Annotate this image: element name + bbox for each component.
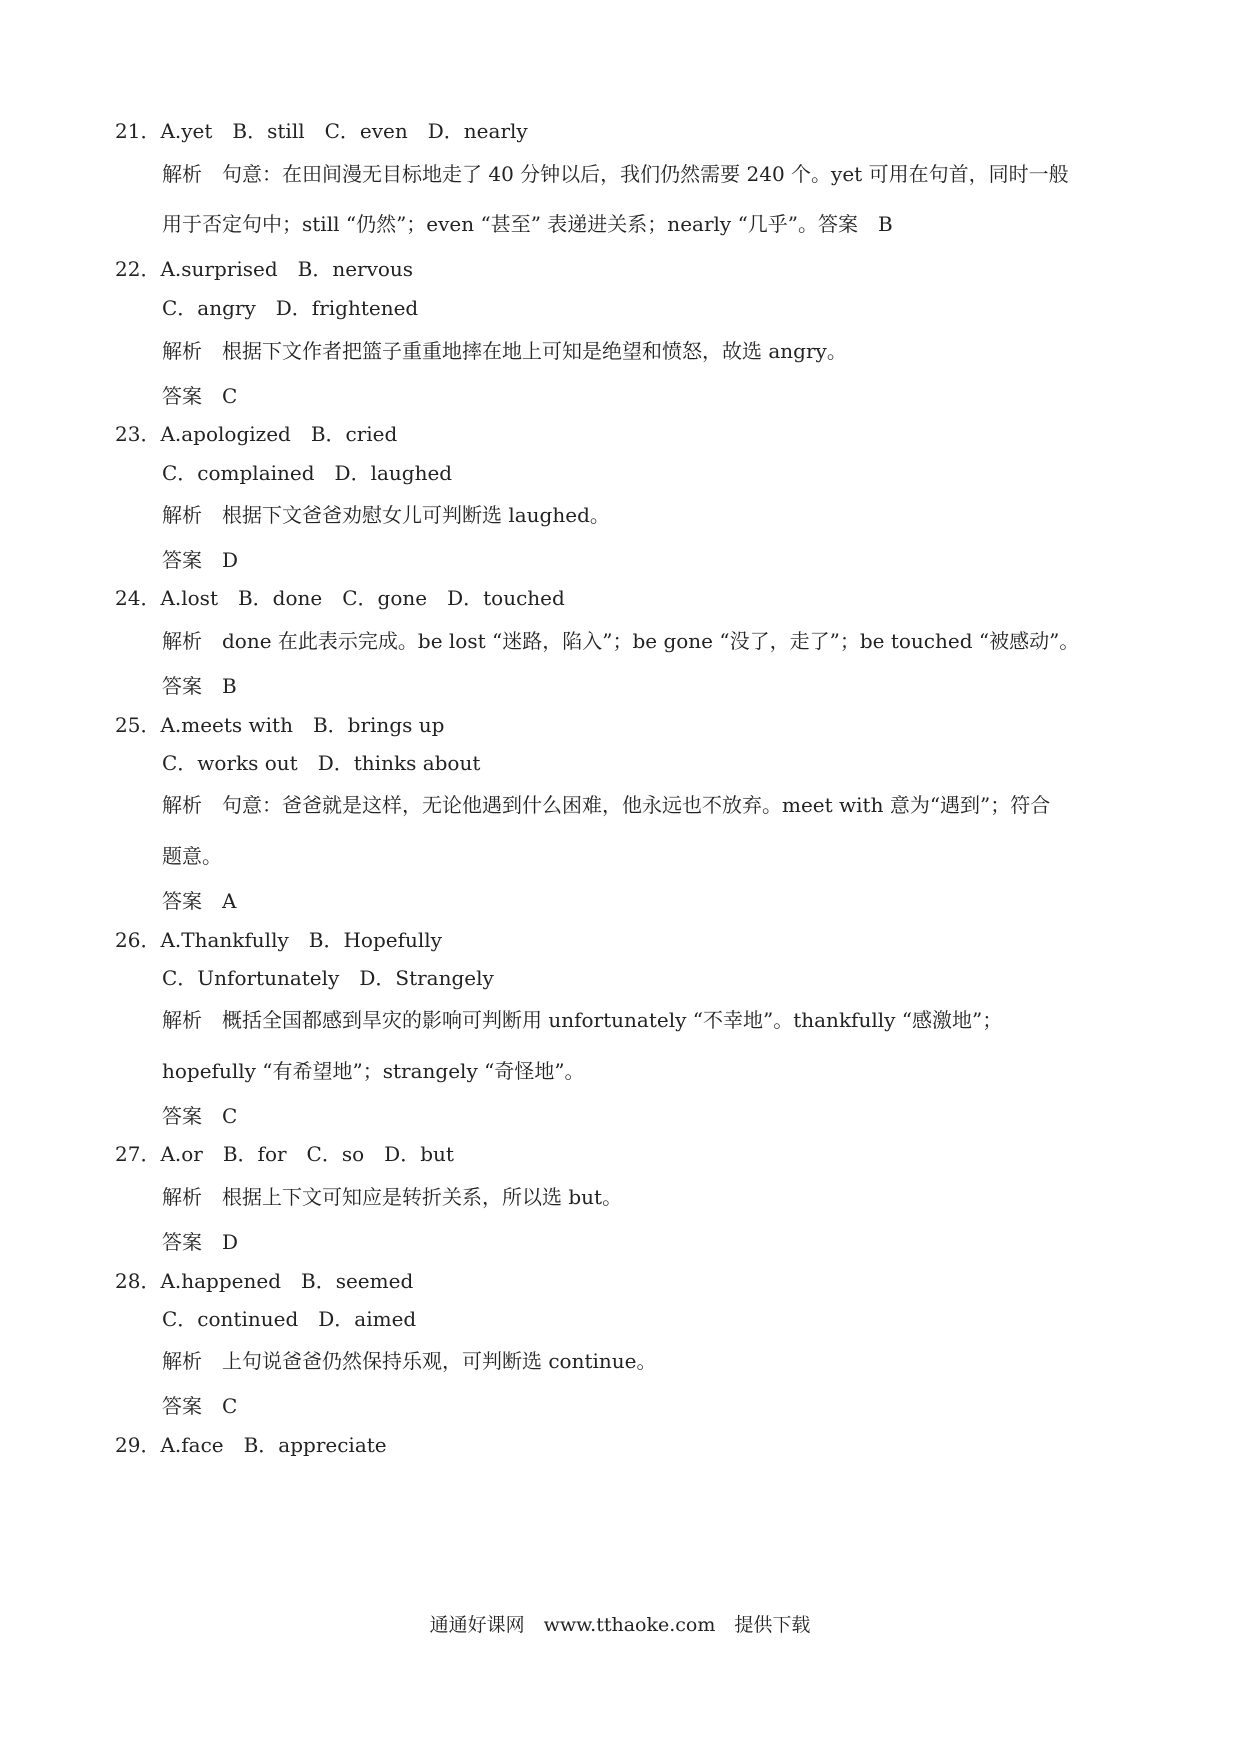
question-27-analysis: 解析 根据上下文可知应是转折关系，所以选 but。: [162, 1185, 623, 1209]
question-29-options: 29．A.face B．appreciate: [115, 1433, 387, 1457]
question-27-options: 27．A.or B．for C．so D．but: [115, 1142, 454, 1166]
question-21-analysis: 解析 句意：在田间漫无目标地走了 40 分钟以后，我们仍然需要 240 个。yet 可用在句首，同时一般: [162, 162, 1069, 186]
question-26-options-cont: C．Unfortunately D．Strangely: [162, 966, 494, 990]
question-23-options-cont: C．complained D．laughed: [162, 461, 453, 485]
question-26-answer: 答案 C: [162, 1104, 238, 1128]
question-26-analysis: 解析 概括全国都感到旱灾的影响可判断用 unfortunately “不幸地”。thankfully “感激地”；: [162, 1008, 1003, 1032]
question-28-analysis: 解析 上句说爸爸仍然保持乐观，可判断选 continue。: [162, 1349, 657, 1373]
question-23-options: 23．A.apologized B．cried: [115, 422, 398, 446]
question-26-analysis-cont: hopefully “有希望地”；strangely “奇怪地”。: [162, 1059, 585, 1083]
question-26-options: 26．A.Thankfully B．Hopefully: [115, 928, 442, 952]
page-footer: 通通好课网 www.tthaoke.com 提供下载: [429, 1614, 811, 1636]
question-24-options: 24．A.lost B．done C．gone D．touched: [115, 586, 565, 610]
question-25-analysis: 解析 句意：爸爸就是这样，无论他遇到什么困难，他永远也不放弃。meet with 意为“遇到”；符合: [162, 793, 1051, 817]
question-21-options: 21．A.yet B．still C．even D．nearly: [115, 119, 528, 143]
question-28-options-cont: C．continued D．aimed: [162, 1307, 417, 1331]
question-22-options-cont: C．angry D．frightened: [162, 296, 419, 320]
question-25-options: 25．A.meets with B．brings up: [115, 713, 445, 737]
question-28-answer: 答案 C: [162, 1394, 238, 1418]
question-25-answer: 答案 A: [162, 889, 237, 913]
question-22-analysis: 解析 根据下文作者把篮子重重地摔在地上可知是绝望和愤怒，故选 angry。: [162, 339, 847, 363]
question-27-answer: 答案 D: [162, 1230, 239, 1254]
question-23-analysis: 解析 根据下文爸爸劝慰女儿可判断选 laughed。: [162, 503, 610, 527]
question-22-options: 22．A.surprised B．nervous: [115, 257, 414, 281]
question-21-analysis-cont: 用于否定句中；still “仍然”；even “甚至” 表递进关系；nearly “几乎”。答案 B: [162, 212, 893, 236]
question-23-answer: 答案 D: [162, 548, 239, 572]
question-28-options: 28．A.happened B．seemed: [115, 1269, 414, 1293]
question-24-answer: 答案 B: [162, 674, 237, 698]
question-25-analysis-cont: 题意。: [162, 844, 222, 868]
question-22-answer: 答案 C: [162, 384, 238, 408]
question-25-options-cont: C．works out D．thinks about: [162, 751, 481, 775]
question-24-analysis: 解析 done 在此表示完成。be lost “迷路，陷入”；be gone “没了，走了”；be touched “被感动”。: [162, 629, 1080, 653]
